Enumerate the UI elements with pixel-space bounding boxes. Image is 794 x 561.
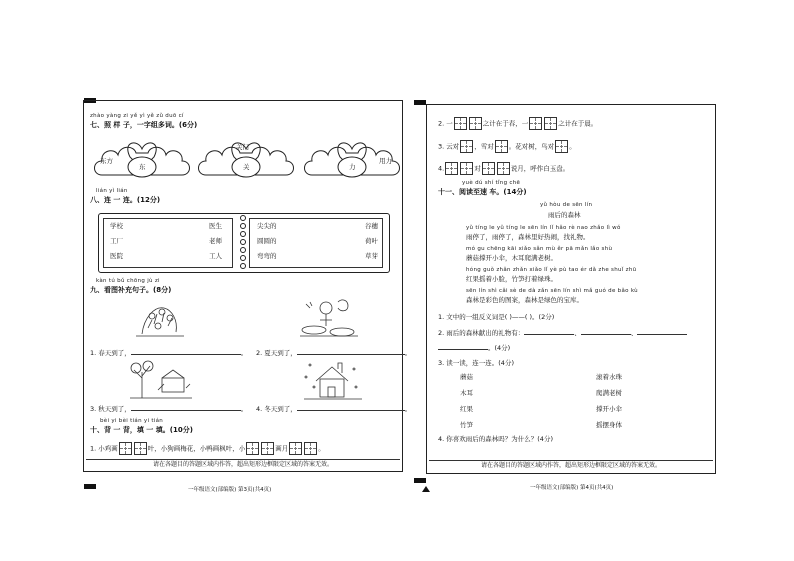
triangle-mark bbox=[422, 486, 430, 492]
cloud-2-top-word: 关门 bbox=[236, 143, 249, 151]
answer-box[interactable] bbox=[261, 442, 274, 455]
match-lotus-leaf: 荷叶 bbox=[365, 237, 378, 245]
cloud-2-center-char: 关 bbox=[243, 163, 250, 171]
answer-box[interactable] bbox=[497, 162, 510, 175]
poem-line-4-pinyin: sēn lín shì cǎi sè de dà zǎn sēn lín shì mǎ guó de bǎo kù bbox=[466, 288, 638, 294]
match-mushroom: 蘑菇 bbox=[460, 373, 473, 381]
poem-line-1: 雨停了，雨停了，森林里好热闹，找礼物。 bbox=[466, 233, 590, 241]
q11-sub-2: 2. 雨后的森林献出的礼物有： 、 、 bbox=[438, 330, 687, 337]
registration-mark bbox=[414, 100, 426, 105]
registration-mark bbox=[84, 484, 96, 489]
registration-mark bbox=[414, 478, 426, 483]
answer-box[interactable] bbox=[460, 162, 473, 175]
match-hospital: 医院 bbox=[110, 252, 123, 260]
answer-box[interactable] bbox=[246, 442, 259, 455]
answer-box[interactable] bbox=[289, 442, 302, 455]
cloud-3-center-char: 力 bbox=[349, 163, 356, 171]
cloud-1-left-word: 东方 bbox=[100, 157, 113, 165]
match-swaying: 摇摆身体 bbox=[596, 421, 622, 429]
match-grain: 谷穗 bbox=[365, 222, 378, 230]
match-curved: 弯弯的 bbox=[257, 252, 277, 260]
match-grass-bud: 草芽 bbox=[365, 252, 378, 260]
match-factory: 工厂 bbox=[110, 237, 123, 245]
match-pointed: 尖尖的 bbox=[257, 222, 277, 230]
answer-box[interactable] bbox=[555, 140, 568, 153]
match-bamboo: 竹笋 bbox=[460, 421, 473, 429]
summer-picture bbox=[298, 296, 360, 344]
answer-box[interactable] bbox=[134, 442, 147, 455]
poem-line-2: 蘑菇撑开小伞，木耳爬满老树。 bbox=[466, 254, 557, 262]
notebook-rings bbox=[237, 214, 249, 272]
spring-picture bbox=[132, 298, 188, 342]
autumn-picture bbox=[128, 358, 194, 406]
q7-title: 七、照 样 子，一字组多词。(6分) bbox=[90, 121, 198, 129]
q8-title: 八、连 一 连。(12分) bbox=[90, 196, 161, 204]
q7-pinyin: zhào yàng zi yě yì yě zǔ duō cí bbox=[90, 113, 184, 119]
q10-pinyin: bèi yi bèi tián yi tián bbox=[100, 418, 164, 424]
q11-sub-2-tail: 。(4分) bbox=[438, 345, 510, 352]
match-woodear: 木耳 bbox=[460, 389, 473, 397]
answer-box[interactable] bbox=[460, 140, 473, 153]
cloud-3-right-word: 用力 bbox=[379, 157, 392, 165]
poem-title: 雨后的森林 bbox=[548, 211, 581, 219]
match-redfruit: 红果 bbox=[460, 405, 473, 413]
winter-picture bbox=[302, 357, 364, 407]
match-climbing-tree: 爬满老树 bbox=[596, 389, 622, 397]
match-worker: 工人 bbox=[209, 252, 222, 260]
poem-line-3-pinyin: hóng guǒ zhǎn zhǎn xiǎo lǐ yè pù tao ér dǎ zhe shuǐ zhū bbox=[466, 267, 637, 273]
q11-sub-1: 1. 文中的一组反义词是( )——( )。(2分) bbox=[438, 313, 555, 321]
answer-box[interactable] bbox=[119, 442, 132, 455]
q11-sub-3: 3. 读一读，连一连。(4分) bbox=[438, 359, 514, 367]
answer-box[interactable] bbox=[495, 140, 508, 153]
poem-title-pinyin: yǔ hòu de sēn lín bbox=[540, 202, 593, 208]
right-page-footer: 一年级语文(部编版) 第4页(共4页) bbox=[530, 485, 614, 491]
q10-title: 十、背 一 背，填 一 填。(10分) bbox=[90, 426, 193, 434]
answer-box[interactable] bbox=[482, 162, 495, 175]
q10-line-4: 4. 对 说月，呼作白玉盘。 bbox=[438, 162, 569, 175]
poem-line-1-pinyin: yǔ tíng le yǔ tíng le sēn lín lǐ hǎo rè nao zhǎo lì wǒ bbox=[466, 225, 621, 231]
q11-title: 十一、阅读至速 车。(14分) bbox=[438, 188, 527, 196]
q10-line-3: 3. 云对 ，雪对 。花对树，鸟对 。 bbox=[438, 140, 576, 153]
match-teacher: 老师 bbox=[209, 237, 222, 245]
q8-pinyin: lián yì lián bbox=[96, 188, 128, 194]
q9-item-4: 4. 冬天到了， 。 bbox=[256, 405, 412, 413]
q11-pinyin: yuè dú shí tǐng chē bbox=[462, 180, 521, 186]
q9-item-3: 3. 秋天到了， 。 bbox=[90, 405, 248, 413]
right-answer-notice: 请在各题目的答题区域内作答，超出矩形边框限定区域的答案无效。 bbox=[429, 460, 713, 471]
answer-box[interactable] bbox=[304, 442, 317, 455]
poem-line-4: 森林是彩色的图案，森林是绿色的宝库。 bbox=[466, 296, 583, 304]
left-page-footer: 一年级语文(部编版) 第3页(共4页) bbox=[188, 487, 272, 493]
q10-line-1: 1. 小鸡画 叶，小狗画梅花，小鸭画枫叶，小 画月 。 bbox=[90, 442, 325, 455]
match-school: 学校 bbox=[110, 222, 123, 230]
poem-line-2-pinyin: mó gu chēng kāi xiǎo sǎn mù ěr pā mǎn lǎo shù bbox=[466, 246, 613, 252]
answer-box[interactable] bbox=[454, 117, 467, 130]
left-answer-notice: 请在各题目的答题区域内作答，超出矩形边框限定区域的答案无效。 bbox=[86, 459, 400, 470]
poem-line-3: 红果摇着小脸，竹笋打着绿珠。 bbox=[466, 275, 557, 283]
answer-box[interactable] bbox=[469, 117, 482, 130]
cloud-1-center-char: 东 bbox=[139, 163, 146, 171]
answer-box[interactable] bbox=[544, 117, 557, 130]
match-doctor: 医生 bbox=[209, 222, 222, 230]
q9-title: 九、看图补充句子。(8分) bbox=[90, 286, 172, 294]
match-rolling-drops: 滚着水珠 bbox=[596, 373, 622, 381]
answer-box[interactable] bbox=[445, 162, 458, 175]
match-open-umbrella: 撑开小伞 bbox=[596, 405, 622, 413]
q9-item-2: 2. 夏天到了， 。 bbox=[256, 349, 412, 357]
answer-box[interactable] bbox=[529, 117, 542, 130]
match-round: 圆圆的 bbox=[257, 237, 277, 245]
q11-sub-4: 4. 你喜欢雨后的森林吗？为什么？(4分) bbox=[438, 435, 553, 443]
q10-line-2: 2. 一 之计在于春，一 之计在于晨。 bbox=[438, 117, 597, 130]
q9-item-1: 1. 春天到了， 。 bbox=[90, 349, 248, 357]
q9-pinyin: kàn tú bǔ chōng jù zi bbox=[96, 278, 160, 284]
